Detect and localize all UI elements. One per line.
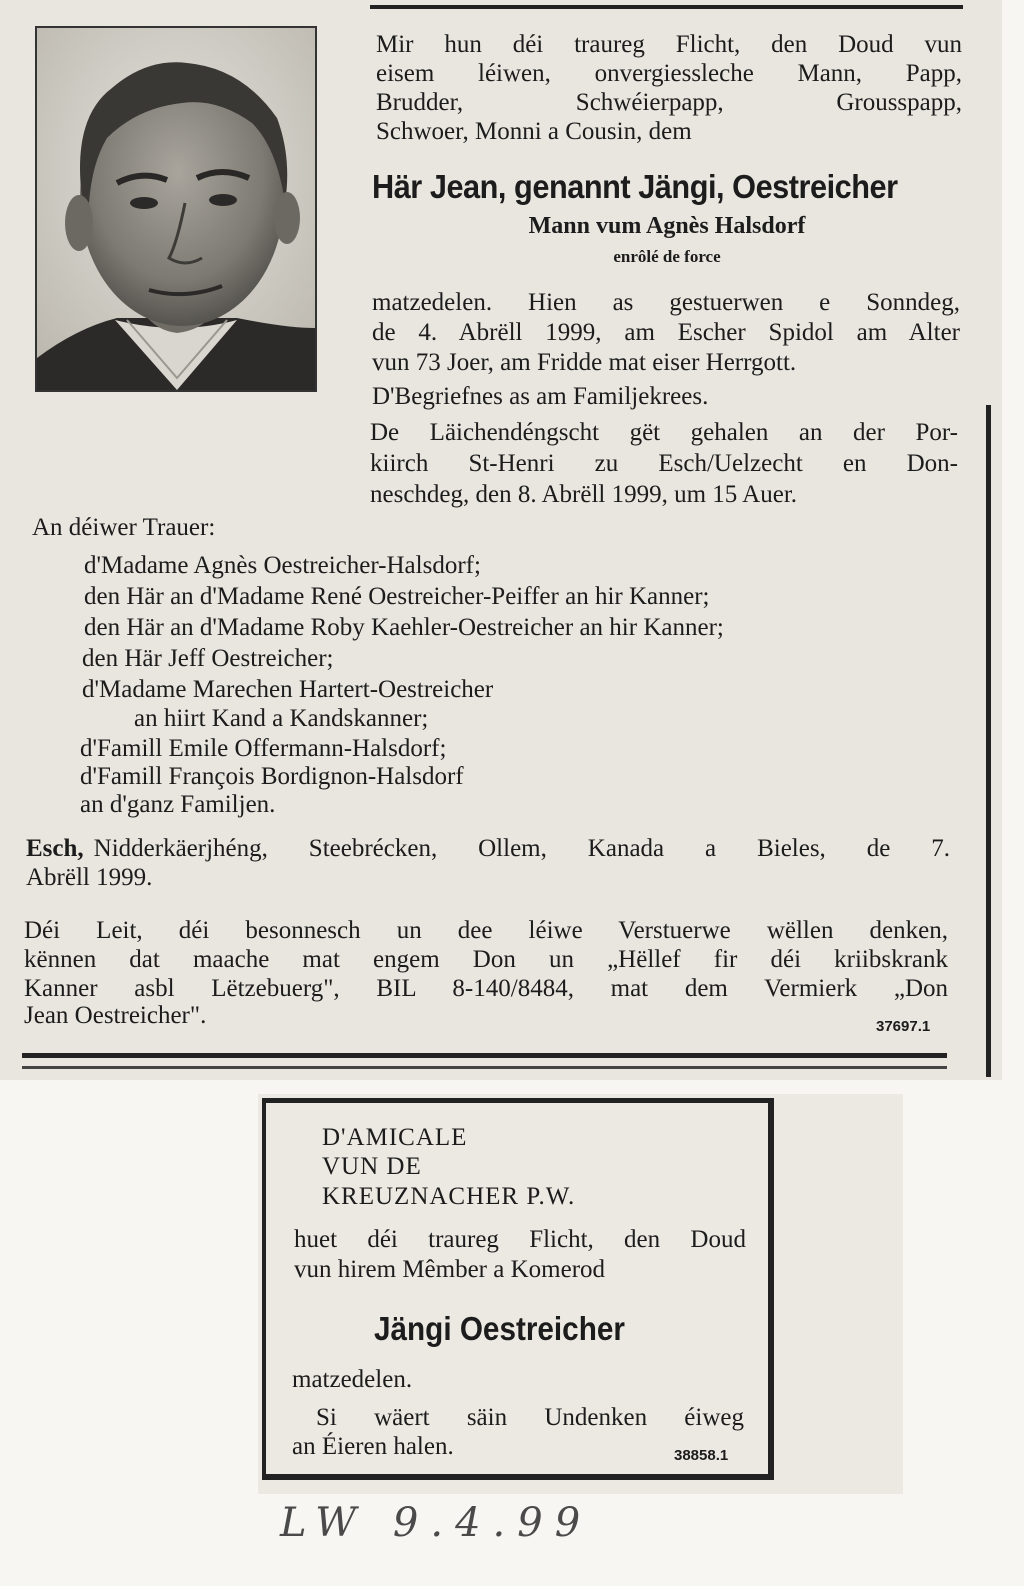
donation-line-4: Jean Oestreicher". <box>24 1002 207 1029</box>
intro-line-2: eisem léiwen, onvergiessleche Mann, Papp, <box>376 60 962 87</box>
place-name: Esch, <box>26 835 84 862</box>
mourner-4: den Här Jeff Oestreicher; <box>82 645 334 672</box>
amicale-org-line-1: D'AMICALE <box>322 1124 468 1151</box>
amicale-intro-line-1: huet déi traureg Flicht, den Doud <box>294 1226 746 1253</box>
mass-line-3: neschdeg, den 8. Abrëll 1999, um 15 Auer. <box>370 481 798 508</box>
amicale-org-line-2: VUN DE <box>322 1153 422 1180</box>
mass-line-2: kiirch St-Henri zu Esch/Uelzecht en Don- <box>370 450 958 477</box>
mourner-6: an hiirt Kand a Kandskanner; <box>134 705 429 732</box>
mourners-heading: An déiwer Trauer: <box>32 514 216 541</box>
burial-line: D'Begriefnes as am Familjekrees. <box>372 383 709 410</box>
mourner-8: d'Famill François Bordignon-Halsdorf <box>80 763 464 790</box>
amicale-member-name: Jängi Oestreicher <box>374 1310 625 1347</box>
notice-top-rule <box>370 5 963 9</box>
amicale-intro-line-2: vun hirem Mêmber a Komerod <box>294 1256 606 1283</box>
husband-of: Mann vum Agnès Halsdorf <box>528 213 806 239</box>
mourner-3: den Här an d'Madame Roby Kaehler-Oestreicher an hir Kanner; <box>84 614 724 641</box>
place-list: Nidderkäerjhéng, Steebrécken, Ollem, Kanada a Bieles, de 7. <box>93 835 950 862</box>
mass-line-1: De Läichendéngscht gët gehalen an der Por- <box>370 419 958 446</box>
donation-line-3: Kanner asbl Lëtzebuerg", BIL 8-140/8484, mat dem Vermierk „Don <box>24 975 948 1002</box>
amicale-closing: matzedelen. <box>292 1366 413 1393</box>
intro-line-4: Schwoer, Monni a Cousin, dem <box>376 118 692 145</box>
portrait-photo <box>35 26 317 392</box>
announcement-line-2: de 4. Abrëll 1999, am Escher Spidol am Alter <box>372 319 960 346</box>
mourner-7: d'Famill Emile Offermann-Halsdorf; <box>80 735 447 762</box>
mourner-1: d'Madame Agnès Oestreicher-Halsdorf; <box>84 552 481 579</box>
amicale-org-line-3: KREUZNACHER P.W. <box>322 1183 576 1210</box>
amicale-remembrance-line-1: Si wäert säin Undenken éiweg <box>316 1404 744 1431</box>
status-note: enrôlé de force <box>613 247 721 266</box>
mourner-9: an d'ganz Familjen. <box>80 791 276 818</box>
handwritten-date: LW 9.4.99 <box>280 1500 593 1546</box>
amicale-remembrance-line-2: an Éieren halen. <box>292 1433 454 1460</box>
intro-line-1: Mir hun déi traureg Flicht, den Doud vun <box>376 31 962 58</box>
place-date-line-2: Abrëll 1999. <box>26 864 153 891</box>
announcement-line-1: matzedelen. Hien as gestuerwen e Sonndeg, <box>372 289 960 316</box>
notice-reference: 37697.1 <box>876 1018 931 1035</box>
mourner-2: den Här an d'Madame René Oestreicher-Peiffer an hir Kanner; <box>84 583 710 610</box>
intro-line-3: Brudder, Schwéierpapp, Grousspapp, <box>376 89 962 116</box>
notice-bottom-rule-2 <box>22 1066 947 1069</box>
deceased-name: Här Jean, genannt Jängi, Oestreicher <box>372 168 898 205</box>
amicale-reference: 38858.1 <box>674 1447 729 1464</box>
donation-line-2: kënnen dat maache mat engem Don un „Hëllef fir déi kriibskrank <box>24 946 948 973</box>
announcement-line-3: vun 73 Joer, am Fridde mat eiser Herrgott. <box>372 349 797 376</box>
notice-right-rule <box>986 405 991 1077</box>
donation-line-1: Déi Leit, déi besonnesch un dee léiwe Verstuerwe wëllen denken, <box>24 917 948 944</box>
place-date-line-1 <box>26 834 950 863</box>
notice-bottom-rule <box>22 1053 947 1058</box>
mourner-5: d'Madame Marechen Hartert-Oestreicher <box>82 676 494 703</box>
